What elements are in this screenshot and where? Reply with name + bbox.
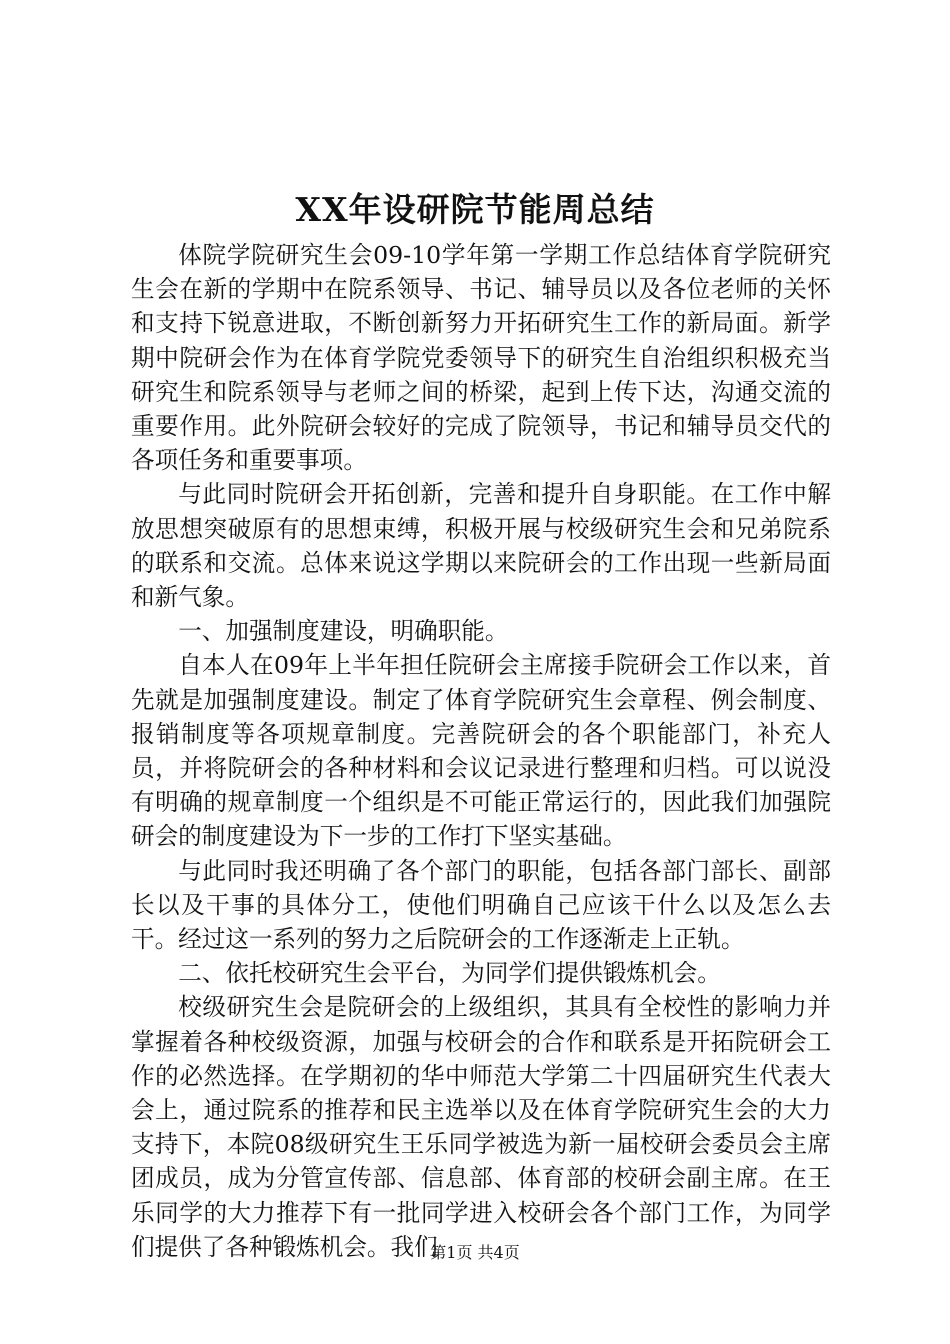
paragraph: 与此同时院研会开拓创新，完善和提升自身职能。在工作中解放思想突破原有的思想束缚，积极开展与校级研究生会和兄弟院系的联系和交流。总体来说这学期以来院研会的工作出现一些新局面和新气象。 [131,480,831,612]
document-title: XX年设研院节能周总结 [295,190,655,229]
section-heading: 二、依托校研究生会平台，为同学们提供锻炼机会。 [178,959,721,988]
document-body [131,238,831,1264]
paragraph: 与此同时我还明确了各个部门的职能，包括各部门部长、副部长以及干事的具体分工，使他们明确自己应该干什么以及怎么去干。经过这一系列的努力之后院研会的工作逐渐走上正轨。 [131,856,831,954]
page-number-footer: 第1页 共4页 [430,1243,520,1262]
paragraph: 体院学院研究生会09-10学年第一学期工作总结体育学院研究生会在新的学期中在院系领导、书记、辅导员以及各位老师的关怀和支持下锐意进取，不断创新努力开拓研究生工作的新局面。新学期中院研会作为在体育学院党委领导下的研究生自治组织积极充当研究生和院系领导与老师之间的桥梁，起到上传下达，沟通交流的重要作用。此外院研会较好的完成了院领导，书记和辅导员交代的各项任务和重要事项。 [131,241,831,475]
paragraph: 校级研究生会是院研会的上级组织，其具有全校性的影响力并掌握着各种校级资源，加强与校研会的合作和联系是开拓院研会工作的必然选择。在学期初的华中师范大学第二十四届研究生代表大会上，通过院系的推荐和民主选举以及在体育学院研究生会的大力支持下，本院08级研究生王乐同学被选为新一届校研会委员会主席团成员，成为分管宣传部、信息部、体育部的校研会副主席。在王乐同学的大力推荐下有一批同学进入校研会各个部门工作，为同学们提供了各种锻炼机会。我们 [131,993,831,1261]
section-heading: 一、加强制度建设，明确职能。 [178,617,509,646]
paragraph: 自本人在09年上半年担任院研会主席接手院研会工作以来，首先就是加强制度建设。制定了体育学院研究生会章程、例会制度、报销制度等各项规章制度。完善院研会的各个职能部门，补充人员，并将院研会的各种材料和会议记录进行整理和归档。可以说没有明确的规章制度一个组织是不可能正常运行的，因此我们加强院研会的制度建设为下一步的工作打下坚实基础。 [131,651,831,851]
